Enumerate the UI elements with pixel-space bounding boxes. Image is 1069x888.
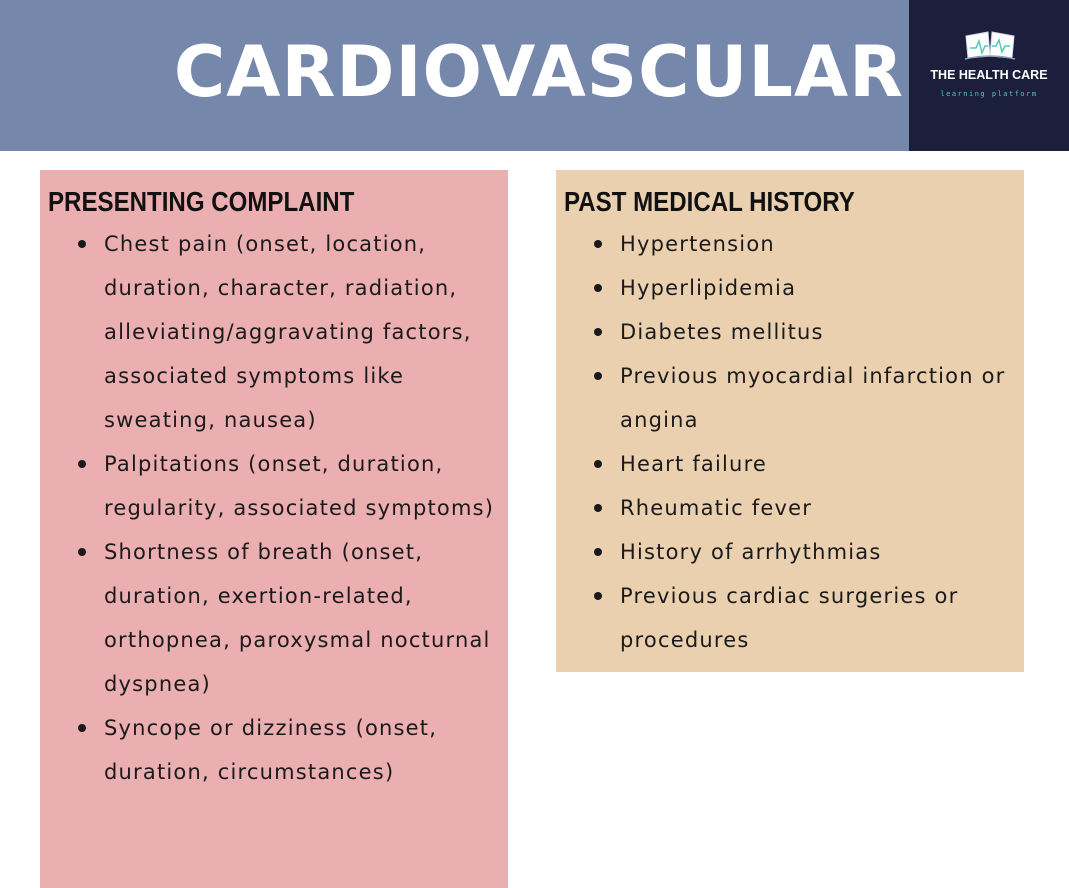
past-medical-history-card [556, 170, 1024, 672]
list-item: Diabetes mellitus [620, 310, 1024, 354]
open-book-icon [964, 28, 1016, 62]
page-title: CARDIOVASCULAR [173, 31, 905, 113]
header-banner [0, 0, 909, 151]
brand-name: THE HEALTH CARE [930, 68, 1048, 82]
list-item: History of arrhythmias [620, 530, 1024, 574]
list-item: Heart failure [620, 442, 1024, 486]
list-item: Syncope or dizziness (onset, duration, circumstances) [104, 706, 508, 794]
list-item: Shortness of breath (onset, duration, exertion-related, orthopnea, paroxysmal nocturnal dyspnea) [104, 530, 508, 706]
presenting-complaint-card [40, 170, 508, 888]
brand-tagline: learning platform [940, 90, 1038, 98]
list-item: Previous myocardial infarction or angina [620, 354, 1024, 442]
presenting-complaint-list [48, 222, 508, 794]
list-item: Palpitations (onset, duration, regularity, associated symptoms) [104, 442, 508, 530]
list-item: Chest pain (onset, location, duration, character, radiation, alleviating/aggravating factors, associated symptoms like sweating, nausea) [104, 222, 508, 442]
past-medical-history-heading: PAST MEDICAL HISTORY [564, 186, 855, 217]
list-item: Hypertension [620, 222, 1024, 266]
list-item: Rheumatic fever [620, 486, 1024, 530]
list-item: Previous cardiac surgeries or procedures [620, 574, 1024, 662]
past-medical-history-list [564, 222, 1024, 662]
presenting-complaint-heading: PRESENTING COMPLAINT [48, 186, 355, 217]
list-item: Hyperlipidemia [620, 266, 1024, 310]
logo-block [909, 0, 1069, 151]
